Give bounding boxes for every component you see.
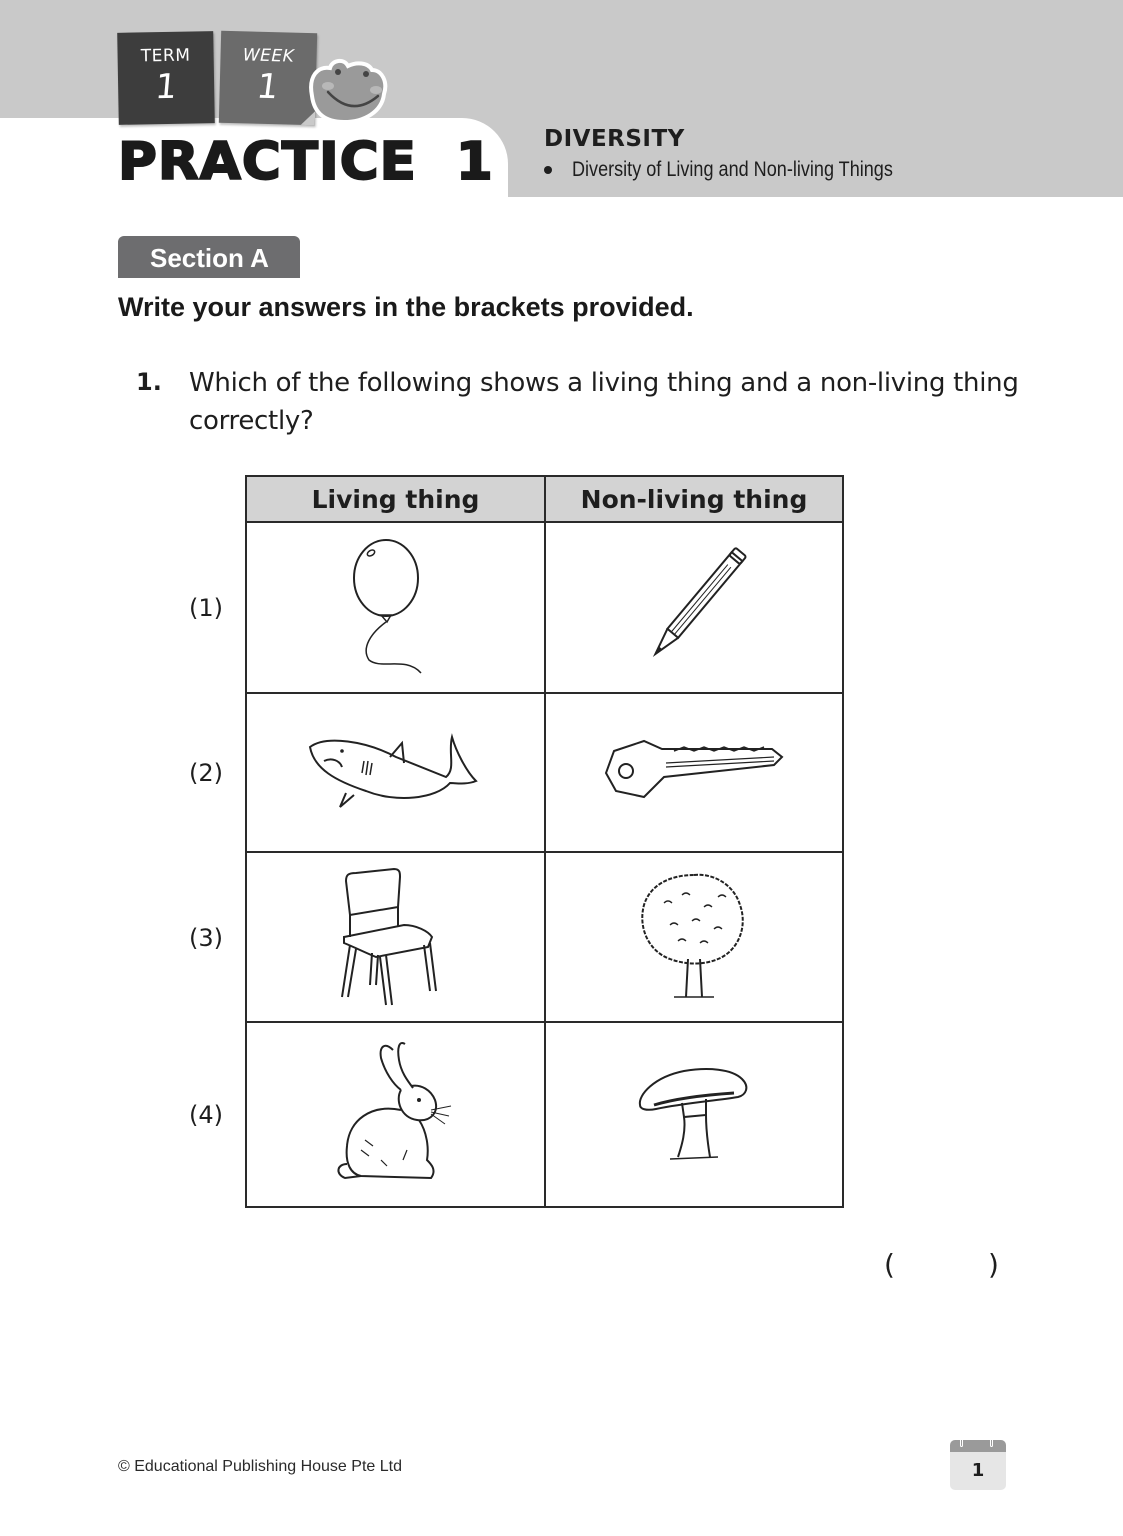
cell-key <box>546 694 842 851</box>
term-label: TERM <box>140 45 191 67</box>
options-table <box>245 475 844 1208</box>
bullet-icon <box>544 166 552 174</box>
topic-heading: DIVERSITY <box>544 126 685 152</box>
section-label: Section A <box>118 236 300 278</box>
balloon-icon <box>351 538 441 678</box>
calendar-ring-icon <box>960 1440 963 1447</box>
option-label-4: (4) <box>189 1101 223 1129</box>
frog-mascot-icon <box>302 56 390 126</box>
shark-icon <box>306 733 486 813</box>
cell-rabbit <box>247 1023 544 1206</box>
option-label-2: (2) <box>189 759 223 787</box>
question-number: 1. <box>136 368 162 396</box>
subtopic-text: Diversity of Living and Non-living Things <box>572 158 893 181</box>
page-number: 1 <box>971 1460 985 1481</box>
mushroom-icon <box>634 1065 754 1165</box>
copyright-text: © Educational Publishing House Pte Ltd <box>118 1458 402 1475</box>
answer-bracket-open: ( <box>884 1248 895 1281</box>
tree-icon <box>634 867 754 1007</box>
page-title: PRACTICE 1 <box>118 132 494 192</box>
option-label-3: (3) <box>189 924 223 952</box>
week-label: WEEK <box>242 45 295 67</box>
rabbit-icon <box>331 1040 461 1190</box>
answer-input[interactable] <box>902 1248 986 1284</box>
page-number-badge <box>950 1440 1006 1490</box>
key-icon <box>604 733 784 813</box>
cell-balloon <box>247 523 544 692</box>
term-tag <box>117 31 215 125</box>
cell-mushroom <box>546 1023 842 1206</box>
instruction-text: Write your answers in the brackets provided. <box>118 292 694 322</box>
week-number: 1 <box>254 66 282 108</box>
calendar-icon <box>950 1440 1006 1452</box>
answer-bracket-close: ) <box>988 1248 999 1281</box>
header-living: Living thing <box>311 485 480 514</box>
subtopic <box>544 158 945 182</box>
question-text: Which of the following shows a living thing and a non-living thing correctly? <box>189 368 1019 436</box>
chair-icon <box>336 867 456 1007</box>
cell-tree <box>546 853 842 1021</box>
cell-pencil <box>546 523 842 692</box>
option-label-1: (1) <box>189 594 223 622</box>
cell-shark <box>247 694 544 851</box>
calendar-ring-icon <box>990 1440 993 1447</box>
term-number: 1 <box>153 66 179 108</box>
pencil-icon <box>639 543 749 673</box>
header-non-living: Non-living thing <box>580 485 808 514</box>
cell-chair <box>247 853 544 1021</box>
